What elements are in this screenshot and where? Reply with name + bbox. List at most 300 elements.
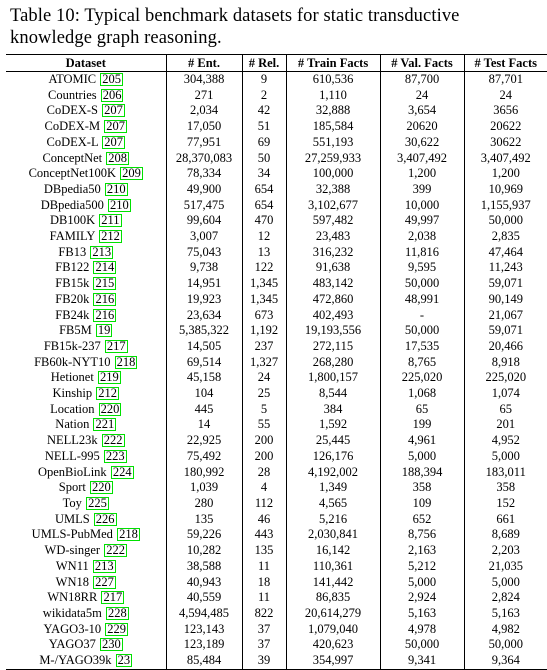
table-row	[6, 402, 547, 418]
cell-test-facts: 1,155,937	[464, 198, 547, 214]
cell-train-facts: 272,115	[286, 339, 380, 355]
cell-test-facts: 8,918	[464, 355, 547, 371]
cell-test-facts: 65	[464, 402, 547, 418]
dataset-name: WN11	[55, 558, 89, 573]
cell-train-facts: 32,388	[286, 182, 380, 198]
cell-dataset	[6, 135, 166, 151]
citation-link[interactable]: 23	[117, 653, 131, 668]
cell-test-facts: 1,200	[464, 166, 547, 182]
cell-val-facts: 87,700	[380, 72, 464, 88]
table-row	[6, 119, 547, 135]
cell-test-facts: 3656	[464, 103, 547, 119]
cell-relations: 822	[242, 606, 286, 622]
cell-entities: 135	[166, 512, 242, 528]
cell-val-facts: 1,068	[380, 386, 464, 402]
cell-dataset	[6, 575, 166, 591]
cell-test-facts: 661	[464, 512, 547, 528]
cell-train-facts: 1,110	[286, 88, 380, 104]
cell-val-facts: 8,756	[380, 527, 464, 543]
table-row	[6, 182, 547, 198]
dataset-name: CoDEX-L	[46, 134, 99, 149]
table-row	[6, 308, 547, 324]
cell-dataset	[6, 182, 166, 198]
cell-dataset	[6, 496, 166, 512]
cell-train-facts: 1,349	[286, 480, 380, 496]
cell-test-facts: 20622	[464, 119, 547, 135]
cell-train-facts: 1,800,157	[286, 370, 380, 386]
dataset-name: Countries	[48, 87, 97, 102]
cell-entities: 10,282	[166, 543, 242, 559]
cell-train-facts: 100,000	[286, 166, 380, 182]
cell-val-facts: 24	[380, 88, 464, 104]
cell-relations: 237	[242, 339, 286, 355]
cell-val-facts: 8,765	[380, 355, 464, 371]
cell-train-facts: 420,623	[286, 637, 380, 653]
table-row	[6, 559, 547, 575]
citation-link[interactable]: 215	[95, 276, 115, 291]
cell-dataset	[6, 213, 166, 229]
cell-train-facts: 32,888	[286, 103, 380, 119]
citation-link[interactable]: 217	[103, 590, 123, 605]
table-row	[6, 433, 547, 449]
dataset-name: UMLS-PubMed	[31, 527, 113, 542]
cell-relations: 11	[242, 590, 286, 606]
citation-link[interactable]: 212	[98, 386, 117, 401]
cell-val-facts: 4,978	[380, 622, 464, 638]
citation-link[interactable]: 19	[97, 323, 111, 338]
cell-train-facts: 3,102,677	[286, 198, 380, 214]
cell-test-facts: 5,163	[464, 606, 547, 622]
table-row	[6, 213, 547, 229]
cell-entities: 180,992	[166, 465, 242, 481]
cell-val-facts: 2,924	[380, 590, 464, 606]
cell-relations: 2	[242, 88, 286, 104]
cell-entities: 104	[166, 386, 242, 402]
dataset-name: Hetionet	[50, 370, 94, 385]
cell-entities: 23,634	[166, 308, 242, 324]
cell-train-facts: 25,445	[286, 433, 380, 449]
dataset-name: Location	[50, 401, 95, 416]
cell-test-facts: 3,407,492	[464, 151, 547, 167]
cell-train-facts: 354,997	[286, 653, 380, 669]
cell-relations: 28	[242, 465, 286, 481]
cell-relations: 9	[242, 72, 286, 88]
dataset-name: FB15k-237	[43, 338, 101, 353]
cell-train-facts: 268,280	[286, 355, 380, 371]
cell-relations: 112	[242, 496, 286, 512]
citation-link[interactable]: 208	[108, 150, 128, 165]
cell-entities: 59,226	[166, 527, 242, 543]
citation-link[interactable]: 218	[116, 354, 136, 369]
cell-test-facts: 4,952	[464, 433, 547, 449]
cell-relations: 18	[242, 575, 286, 591]
cell-relations: 46	[242, 512, 286, 528]
cell-dataset	[6, 653, 166, 669]
dataset-name: ATOMIC	[48, 72, 97, 86]
table-row	[6, 72, 547, 88]
cell-val-facts: 3,654	[380, 103, 464, 119]
cell-train-facts: 2,030,841	[286, 527, 380, 543]
citation-link[interactable]: 213	[92, 244, 112, 259]
dataset-name: DBpedia50	[43, 181, 101, 196]
cell-val-facts: 3,407,492	[380, 151, 464, 167]
cell-entities: 28,370,083	[166, 151, 242, 167]
benchmark-table	[6, 54, 547, 670]
citation-link[interactable]: 220	[100, 401, 120, 416]
cell-entities: 271	[166, 88, 242, 104]
cell-train-facts: 1,592	[286, 417, 380, 433]
cell-test-facts: 2,203	[464, 543, 547, 559]
citation-link[interactable]: 210	[106, 181, 126, 196]
cell-entities: 123,143	[166, 622, 242, 638]
dataset-name: Kinship	[52, 386, 93, 401]
table-row	[6, 198, 547, 214]
header-relations: # Rel.	[242, 55, 286, 72]
citation-link[interactable]: 223	[105, 448, 125, 463]
table-body	[6, 72, 547, 670]
cell-train-facts: 27,259,933	[286, 151, 380, 167]
cell-train-facts: 110,361	[286, 559, 380, 575]
cell-entities: 517,475	[166, 198, 242, 214]
cell-dataset	[6, 417, 166, 433]
cell-train-facts: 8,544	[286, 386, 380, 402]
table-row	[6, 260, 547, 276]
cell-test-facts: 5,000	[464, 449, 547, 465]
table-row	[6, 103, 547, 119]
citation-link[interactable]: 228	[107, 605, 127, 620]
cell-dataset	[6, 103, 166, 119]
cell-relations: 4	[242, 480, 286, 496]
table-row	[6, 653, 547, 669]
cell-val-facts: 358	[380, 480, 464, 496]
cell-dataset	[6, 276, 166, 292]
cell-test-facts: 225,020	[464, 370, 547, 386]
cell-entities: 445	[166, 402, 242, 418]
citation-link[interactable]: 211	[101, 213, 120, 228]
cell-val-facts: 9,595	[380, 260, 464, 276]
cell-test-facts: 50,000	[464, 213, 547, 229]
citation-link[interactable]: 216	[95, 307, 115, 322]
citation-link[interactable]: 216	[95, 291, 115, 306]
citation-link[interactable]: 225	[88, 495, 107, 510]
cell-dataset	[6, 622, 166, 638]
cell-val-facts: 4,961	[380, 433, 464, 449]
dataset-name: OpenBioLink	[37, 464, 107, 479]
table-row	[6, 417, 547, 433]
cell-test-facts: 183,011	[464, 465, 547, 481]
dataset-name: Toy	[62, 495, 82, 510]
cell-train-facts: 126,176	[286, 449, 380, 465]
cell-train-facts: 16,142	[286, 543, 380, 559]
cell-dataset	[6, 449, 166, 465]
citation-link[interactable]: 213	[94, 558, 114, 573]
cell-val-facts: 50,000	[380, 276, 464, 292]
cell-relations: 5	[242, 402, 286, 418]
dataset-name: WN18	[55, 574, 89, 589]
citation-link[interactable]: 229	[107, 621, 126, 636]
citation-link[interactable]: 217	[106, 338, 126, 353]
cell-relations: 200	[242, 449, 286, 465]
cell-test-facts: 1,074	[464, 386, 547, 402]
cell-train-facts: 402,493	[286, 308, 380, 324]
cell-dataset	[6, 260, 166, 276]
citation-link[interactable]: 214	[95, 260, 115, 275]
citation-link[interactable]: 218	[119, 527, 138, 542]
cell-entities: 280	[166, 496, 242, 512]
cell-val-facts: 199	[380, 417, 464, 433]
dataset-name: FB13	[58, 244, 87, 259]
table-row	[6, 543, 547, 559]
cell-dataset	[6, 559, 166, 575]
citation-link[interactable]: 227	[95, 574, 114, 589]
cell-dataset	[6, 245, 166, 261]
dataset-name: DBpedia500	[40, 197, 104, 212]
cell-dataset	[6, 198, 166, 214]
cell-dataset	[6, 323, 166, 339]
table-row	[6, 276, 547, 292]
cell-entities: 3,007	[166, 229, 242, 245]
cell-entities: 4,594,485	[166, 606, 242, 622]
cell-train-facts: 551,193	[286, 135, 380, 151]
cell-test-facts: 358	[464, 480, 547, 496]
citation-link[interactable]: 219	[99, 370, 119, 385]
cell-test-facts: 9,364	[464, 653, 547, 669]
table-row	[6, 355, 547, 371]
cell-relations: 24	[242, 370, 286, 386]
cell-val-facts: 30,622	[380, 135, 464, 151]
table-row	[6, 166, 547, 182]
cell-entities: 17,050	[166, 119, 242, 135]
cell-entities: 123,189	[166, 637, 242, 653]
cell-dataset	[6, 465, 166, 481]
cell-entities: 1,039	[166, 480, 242, 496]
cell-relations: 1,192	[242, 323, 286, 339]
table-row	[6, 151, 547, 167]
cell-relations: 51	[242, 119, 286, 135]
cell-entities: 77,951	[166, 135, 242, 151]
dataset-name: WD-singer	[44, 543, 101, 558]
table-row	[6, 386, 547, 402]
cell-val-facts: 188,394	[380, 465, 464, 481]
cell-train-facts: 384	[286, 402, 380, 418]
dataset-name: ConceptNet100K	[28, 166, 117, 181]
dataset-name: Nation	[55, 417, 90, 432]
cell-relations: 443	[242, 527, 286, 543]
cell-dataset	[6, 527, 166, 543]
cell-entities: 2,034	[166, 103, 242, 119]
cell-train-facts: 4,192,002	[286, 465, 380, 481]
citation-link[interactable]: 207	[106, 119, 125, 134]
cell-relations: 11	[242, 559, 286, 575]
cell-val-facts: 9,341	[380, 653, 464, 669]
dataset-name: Sport	[58, 480, 86, 495]
citation-link[interactable]: 209	[122, 166, 141, 181]
dataset-name: CoDEX-M	[44, 119, 101, 134]
cell-relations: 50	[242, 151, 286, 167]
dataset-name: FB15k	[55, 276, 90, 291]
dataset-name: YAGO3-10	[43, 621, 102, 636]
citation-link[interactable]: 206	[102, 87, 122, 102]
cell-entities: 14	[166, 417, 242, 433]
cell-train-facts: 1,079,040	[286, 622, 380, 638]
cell-dataset	[6, 402, 166, 418]
table-row	[6, 590, 547, 606]
dataset-name: wikidata5m	[42, 605, 102, 620]
dataset-name: FB24k	[55, 307, 90, 322]
cell-test-facts: 11,243	[464, 260, 547, 276]
citation-link[interactable]: 205	[102, 72, 122, 86]
table-header-row	[6, 55, 547, 72]
cell-train-facts: 23,483	[286, 229, 380, 245]
cell-dataset	[6, 88, 166, 104]
cell-relations: 39	[242, 653, 286, 669]
cell-train-facts: 91,638	[286, 260, 380, 276]
cell-relations: 12	[242, 229, 286, 245]
cell-entities: 40,559	[166, 590, 242, 606]
table-row	[6, 245, 547, 261]
citation-link[interactable]: 210	[110, 197, 129, 212]
dataset-name: UMLS	[54, 511, 90, 526]
cell-val-facts: 2,163	[380, 543, 464, 559]
cell-val-facts: 5,163	[380, 606, 464, 622]
table-row	[6, 135, 547, 151]
cell-test-facts: 87,701	[464, 72, 547, 88]
cell-dataset	[6, 433, 166, 449]
cell-relations: 37	[242, 622, 286, 638]
cell-relations: 1,345	[242, 292, 286, 308]
cell-test-facts: 8,689	[464, 527, 547, 543]
header-test-facts: # Test Facts	[464, 55, 547, 72]
cell-val-facts: 65	[380, 402, 464, 418]
table-row	[6, 622, 547, 638]
table-row	[6, 465, 547, 481]
citation-link[interactable]: 207	[104, 134, 123, 149]
cell-entities: 14,505	[166, 339, 242, 355]
table-row	[6, 575, 547, 591]
cell-dataset	[6, 480, 166, 496]
dataset-name: CoDEX-S	[46, 103, 99, 118]
cell-test-facts: 47,464	[464, 245, 547, 261]
table-row	[6, 606, 547, 622]
header-val-facts: # Val. Facts	[380, 55, 464, 72]
cell-test-facts: 59,071	[464, 276, 547, 292]
header-train-facts: # Train Facts	[286, 55, 380, 72]
cell-val-facts: 49,997	[380, 213, 464, 229]
cell-dataset	[6, 229, 166, 245]
cell-train-facts: 597,482	[286, 213, 380, 229]
cell-test-facts: 201	[464, 417, 547, 433]
citation-link[interactable]: 222	[106, 543, 125, 558]
cell-train-facts: 20,614,279	[286, 606, 380, 622]
cell-entities: 22,925	[166, 433, 242, 449]
dataset-name: WN18RR	[47, 590, 98, 605]
dataset-name: DB100K	[49, 213, 96, 228]
cell-test-facts: 10,969	[464, 182, 547, 198]
cell-relations: 470	[242, 213, 286, 229]
table-row	[6, 88, 547, 104]
cell-val-facts: 20620	[380, 119, 464, 135]
citation-link[interactable]: 230	[102, 637, 121, 652]
cell-dataset	[6, 543, 166, 559]
cell-entities: 49,900	[166, 182, 242, 198]
table-row	[6, 512, 547, 528]
cell-dataset	[6, 386, 166, 402]
cell-relations: 25	[242, 386, 286, 402]
cell-test-facts: 21,067	[464, 308, 547, 324]
citation-link[interactable]: 212	[101, 229, 120, 244]
cell-entities: 75,043	[166, 245, 242, 261]
cell-dataset	[6, 151, 166, 167]
cell-test-facts: 20,466	[464, 339, 547, 355]
cell-entities: 14,951	[166, 276, 242, 292]
cell-relations: 122	[242, 260, 286, 276]
cell-dataset	[6, 339, 166, 355]
cell-entities: 40,943	[166, 575, 242, 591]
citation-link[interactable]: 207	[104, 103, 123, 118]
cell-val-facts: 5,000	[380, 575, 464, 591]
cell-entities: 69,514	[166, 355, 242, 371]
cell-relations: 673	[242, 308, 286, 324]
cell-entities: 85,484	[166, 653, 242, 669]
cell-relations: 654	[242, 198, 286, 214]
cell-test-facts: 2,835	[464, 229, 547, 245]
citation-link[interactable]: 226	[95, 511, 115, 526]
cell-dataset	[6, 590, 166, 606]
cell-train-facts: 472,860	[286, 292, 380, 308]
cell-train-facts: 5,216	[286, 512, 380, 528]
cell-test-facts: 21,035	[464, 559, 547, 575]
dataset-name: NELL23k	[46, 433, 98, 448]
cell-entities: 78,334	[166, 166, 242, 182]
table-row	[6, 527, 547, 543]
table-row	[6, 370, 547, 386]
cell-dataset	[6, 308, 166, 324]
citation-link[interactable]: 221	[95, 417, 115, 432]
dataset-name: ConceptNet	[42, 150, 103, 165]
cell-entities: 9,738	[166, 260, 242, 276]
cell-val-facts: 399	[380, 182, 464, 198]
cell-entities: 75,492	[166, 449, 242, 465]
cell-train-facts: 141,442	[286, 575, 380, 591]
cell-relations: 13	[242, 245, 286, 261]
cell-dataset	[6, 355, 166, 371]
citation-link[interactable]: 220	[91, 480, 111, 495]
citation-link[interactable]: 222	[103, 433, 123, 448]
cell-dataset	[6, 166, 166, 182]
cell-relations: 37	[242, 637, 286, 653]
citation-link[interactable]: 224	[112, 464, 132, 479]
dataset-name: YAGO37	[48, 637, 96, 652]
cell-test-facts: 152	[464, 496, 547, 512]
cell-train-facts: 19,193,556	[286, 323, 380, 339]
cell-val-facts: 17,535	[380, 339, 464, 355]
cell-train-facts: 610,536	[286, 72, 380, 88]
cell-test-facts: 30622	[464, 135, 547, 151]
cell-entities: 99,604	[166, 213, 242, 229]
dataset-name: FB122	[55, 260, 90, 275]
cell-relations: 200	[242, 433, 286, 449]
cell-relations: 69	[242, 135, 286, 151]
cell-dataset	[6, 370, 166, 386]
cell-train-facts: 316,232	[286, 245, 380, 261]
cell-val-facts: 5,000	[380, 449, 464, 465]
cell-train-facts: 483,142	[286, 276, 380, 292]
cell-val-facts: 652	[380, 512, 464, 528]
cell-train-facts: 185,584	[286, 119, 380, 135]
table-row	[6, 323, 547, 339]
cell-val-facts: 50,000	[380, 323, 464, 339]
cell-val-facts: 50,000	[380, 637, 464, 653]
